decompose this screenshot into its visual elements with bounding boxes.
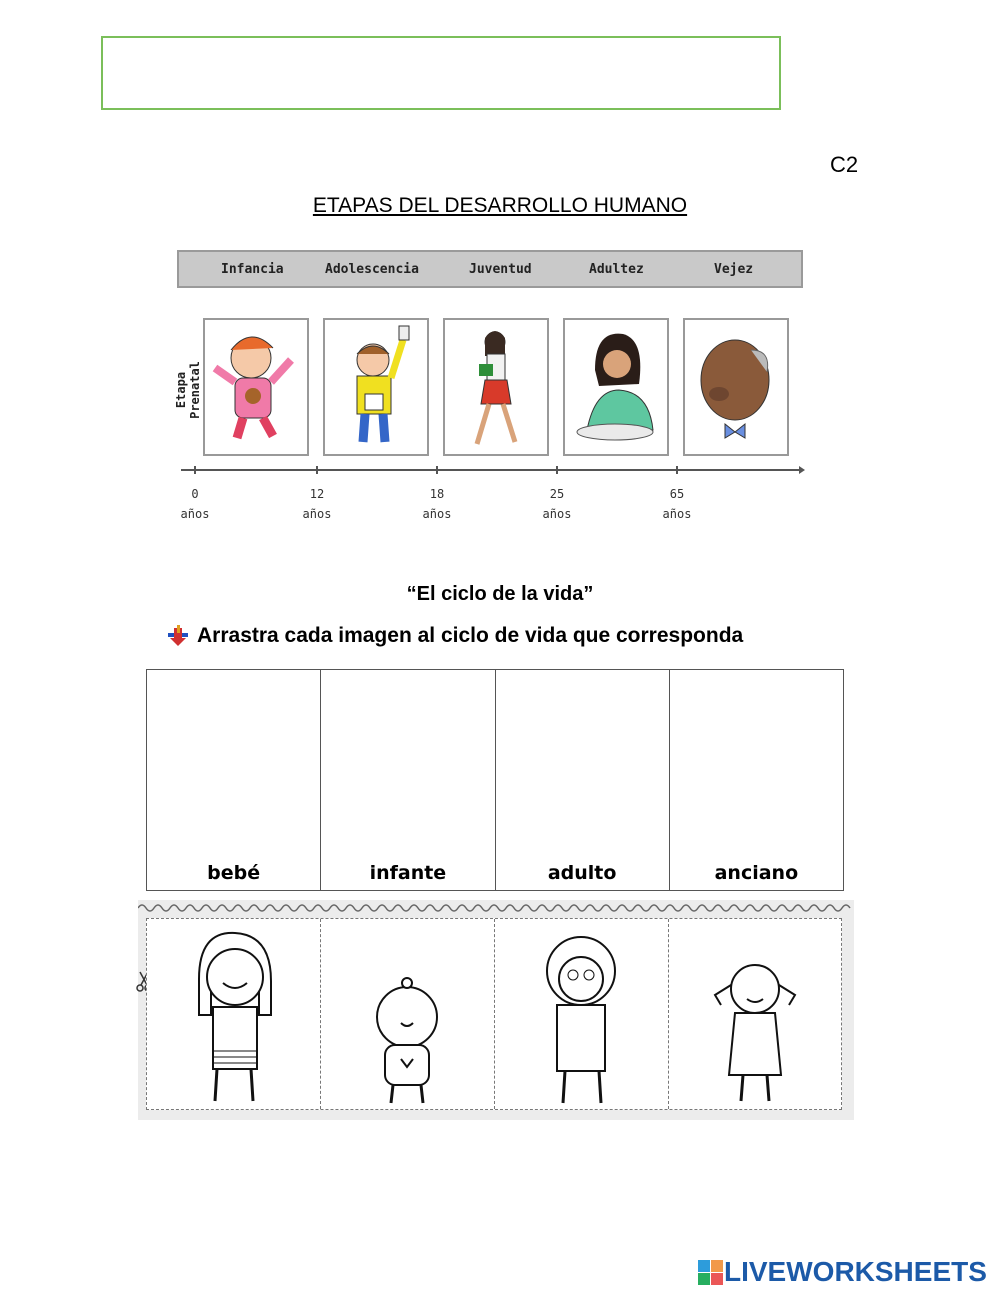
drop-label: bebé <box>207 862 261 884</box>
stage-label-vejez: Vejez <box>714 262 754 277</box>
prenatal-label: Etapa Prenatal <box>174 361 202 419</box>
draggable-card-child[interactable] <box>669 919 842 1109</box>
drop-label: anciano <box>714 862 799 884</box>
liveworksheets-logo <box>698 1256 987 1288</box>
stage-label-infancia: Infancia <box>221 262 284 277</box>
stage-label-juventud: Juventud <box>469 262 532 277</box>
arrow-down-icon <box>166 624 190 648</box>
stage-label-adultez: Adultez <box>589 262 644 277</box>
stages-header <box>177 250 803 288</box>
infancia-image <box>203 318 309 456</box>
stages-figure <box>173 238 809 534</box>
logo-text: LIVEWORKSHEETS <box>724 1256 987 1287</box>
cut-strip <box>138 900 854 1120</box>
age-tick: 65 años <box>662 487 692 521</box>
drop-zone-bebe[interactable] <box>147 670 321 890</box>
activity-title: “El ciclo de la vida” <box>406 583 594 605</box>
drop-zone-infante[interactable] <box>321 670 495 890</box>
name-field[interactable] <box>101 36 781 110</box>
instruction-text: Arrastra cada imagen al ciclo de vida que corresponda <box>197 624 744 647</box>
age-tick: 18 años <box>422 487 452 521</box>
draggable-card-baby[interactable] <box>321 919 495 1109</box>
age-timeline <box>181 466 805 474</box>
drop-table <box>146 669 844 891</box>
age-tick: 0 años <box>180 487 210 521</box>
cut-cards <box>146 918 842 1110</box>
draggable-card-grandma[interactable] <box>495 919 669 1109</box>
drop-zone-anciano[interactable] <box>670 670 843 890</box>
page-title: ETAPAS DEL DESARROLLO HUMANO <box>312 194 688 217</box>
age-tick: 12 años <box>302 487 332 521</box>
cut-edge <box>138 902 854 912</box>
adolescencia-image <box>323 318 429 456</box>
juventud-image <box>443 318 549 456</box>
drop-label: adulto <box>547 862 617 884</box>
drop-zone-adulto[interactable] <box>496 670 670 890</box>
draggable-card-girl[interactable] <box>147 919 321 1109</box>
adultez-image <box>563 318 669 456</box>
worksheet-code: C2 <box>830 152 859 177</box>
age-tick: 25 años <box>542 487 572 521</box>
stage-label-adolescencia: Adolescencia <box>325 262 419 277</box>
vejez-image <box>683 318 789 456</box>
drop-label: infante <box>369 862 447 884</box>
logo-icon <box>698 1258 724 1286</box>
